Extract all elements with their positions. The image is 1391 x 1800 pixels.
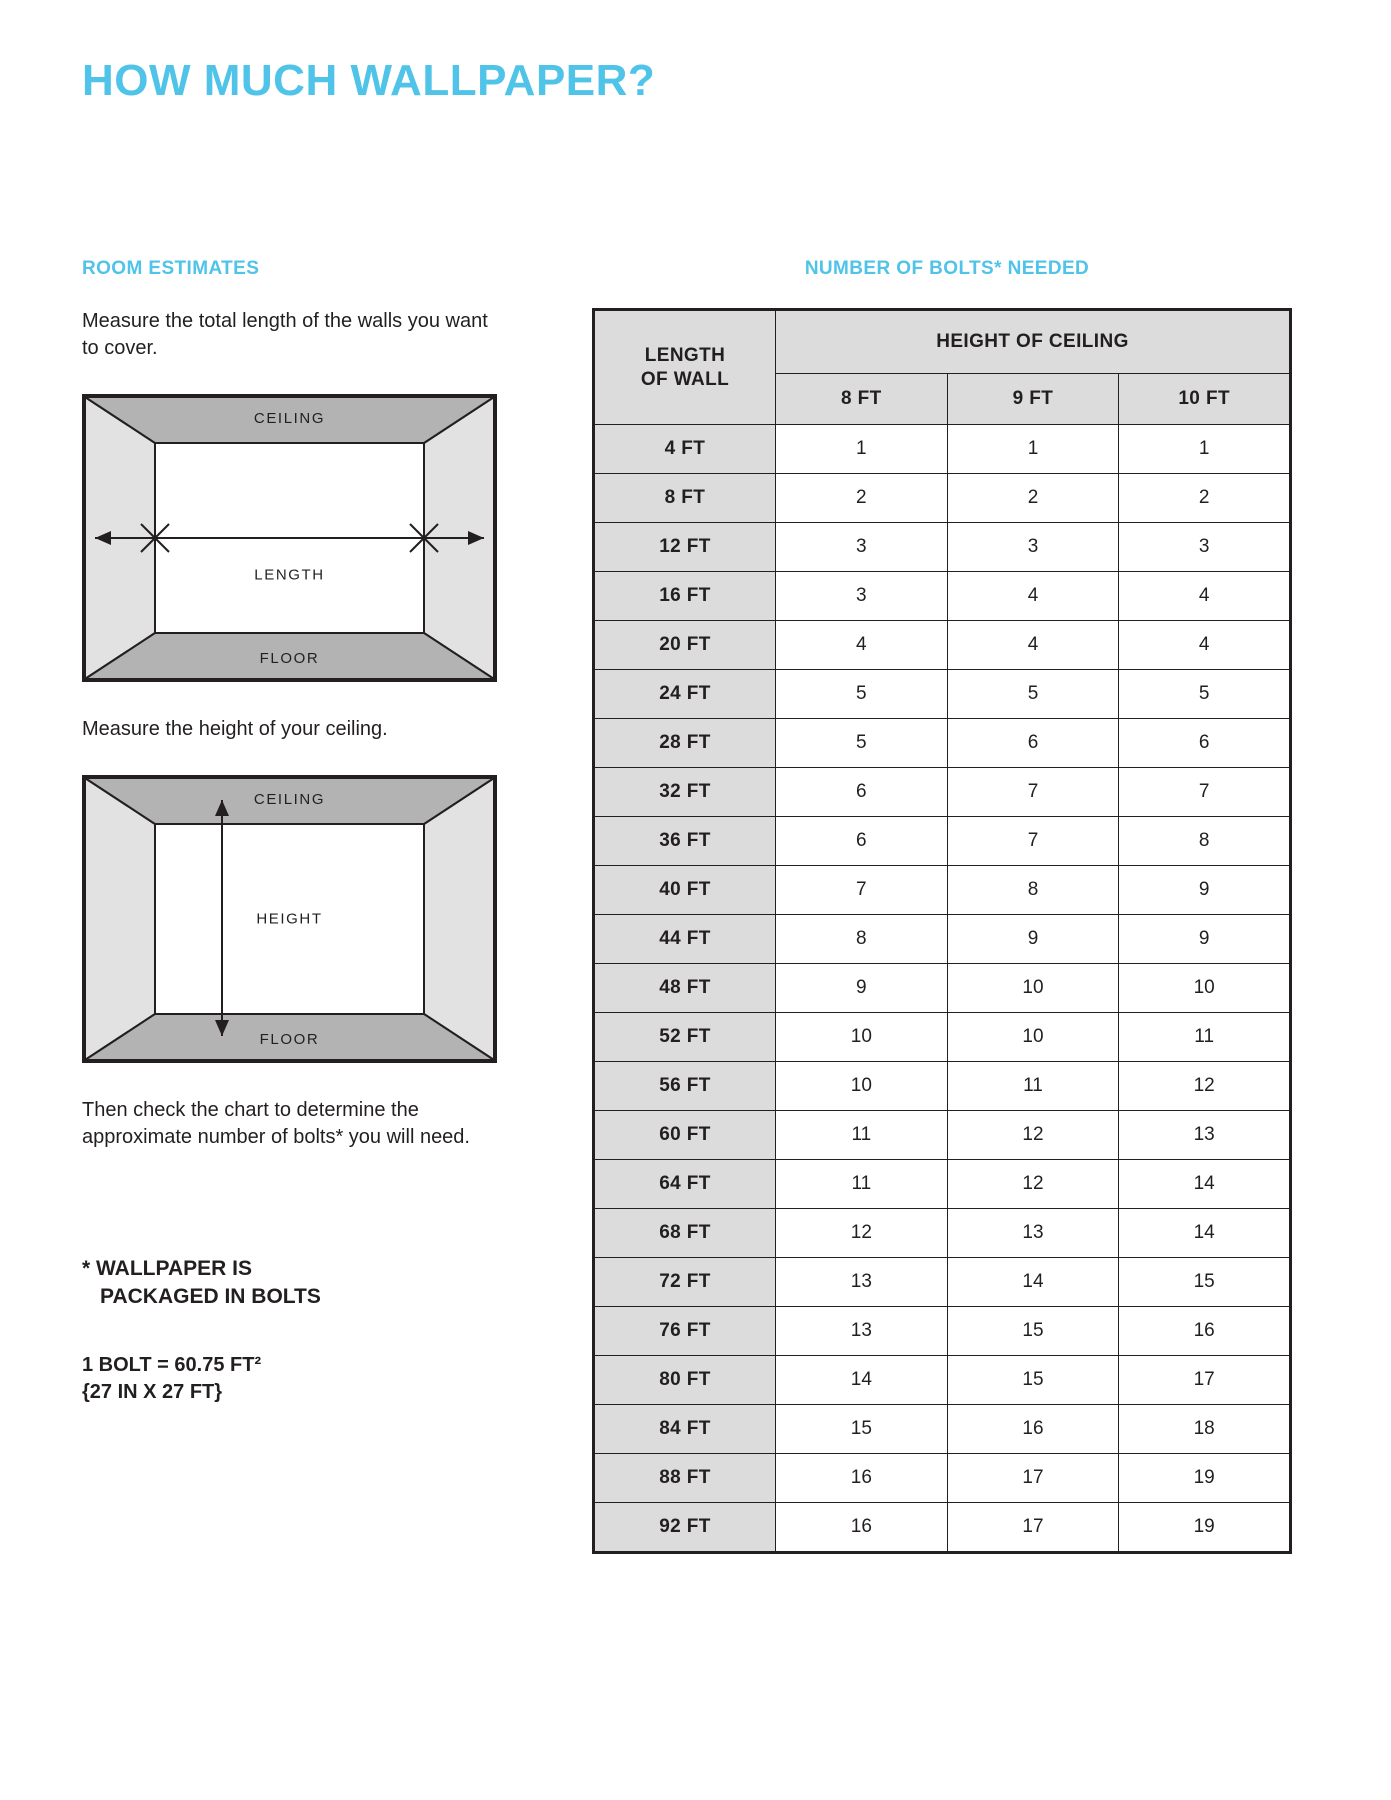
- bolt-size-line-1: 1 BOLT = 60.75 FT²: [82, 1353, 262, 1376]
- cell-9ft: 13: [947, 1209, 1119, 1258]
- row-label: 60 FT: [594, 1111, 776, 1160]
- cell-9ft: 3: [947, 523, 1119, 572]
- cell-10ft: 19: [1119, 1503, 1291, 1553]
- spacer: [82, 1151, 502, 1185]
- cell-10ft: 7: [1119, 768, 1291, 817]
- cell-9ft: 15: [947, 1307, 1119, 1356]
- cell-10ft: 8: [1119, 817, 1291, 866]
- cell-8ft: 3: [776, 572, 948, 621]
- cell-10ft: 10: [1119, 964, 1291, 1013]
- cell-8ft: 6: [776, 817, 948, 866]
- row-label: 32 FT: [594, 768, 776, 817]
- cell-10ft: 11: [1119, 1013, 1291, 1062]
- cell-10ft: 16: [1119, 1307, 1291, 1356]
- cell-8ft: 5: [776, 670, 948, 719]
- row-label: 48 FT: [594, 964, 776, 1013]
- header-length-of-wall: [594, 310, 776, 425]
- cell-10ft: 9: [1119, 866, 1291, 915]
- room-perspective-svg-length: [85, 397, 494, 679]
- row-label: 80 FT: [594, 1356, 776, 1405]
- cell-9ft: 7: [947, 817, 1119, 866]
- header-col-10ft: 10 FT: [1119, 374, 1291, 425]
- diagram-length-ceiling-label: CEILING: [253, 410, 326, 427]
- cell-8ft: 3: [776, 523, 948, 572]
- footnote-line-1: * WALLPAPER IS: [82, 1257, 252, 1280]
- table-row: [594, 1062, 1291, 1111]
- row-label: 84 FT: [594, 1405, 776, 1454]
- table-row: [594, 572, 1291, 621]
- cell-9ft: 5: [947, 670, 1119, 719]
- diagram-length-floor-label: FLOOR: [259, 650, 320, 667]
- cell-10ft: 15: [1119, 1258, 1291, 1307]
- table-head: [594, 310, 1291, 425]
- cell-9ft: 14: [947, 1258, 1119, 1307]
- cell-9ft: 6: [947, 719, 1119, 768]
- cell-10ft: 6: [1119, 719, 1291, 768]
- cell-8ft: 1: [776, 425, 948, 474]
- table-row: [594, 425, 1291, 474]
- cell-10ft: 9: [1119, 915, 1291, 964]
- row-label: 16 FT: [594, 572, 776, 621]
- cell-8ft: 6: [776, 768, 948, 817]
- row-label: 88 FT: [594, 1454, 776, 1503]
- header-col-9ft: 9 FT: [947, 374, 1119, 425]
- cell-8ft: 2: [776, 474, 948, 523]
- room-estimates-column: [82, 258, 502, 1406]
- diagram-height-center-label: HEIGHT: [256, 910, 323, 928]
- row-label: 76 FT: [594, 1307, 776, 1356]
- cell-9ft: 17: [947, 1454, 1119, 1503]
- table-row: [594, 1111, 1291, 1160]
- cell-8ft: 11: [776, 1160, 948, 1209]
- cell-10ft: 17: [1119, 1356, 1291, 1405]
- cell-8ft: 12: [776, 1209, 948, 1258]
- row-label: 64 FT: [594, 1160, 776, 1209]
- table-row: [594, 1258, 1291, 1307]
- step-2-instruction: Measure the height of your ceiling.: [82, 718, 388, 740]
- table-row: [594, 817, 1291, 866]
- cell-8ft: 8: [776, 915, 948, 964]
- step-3-instruction: Then check the chart to determine the approximate number of bolts* you will need.: [82, 1099, 470, 1148]
- cell-9ft: 8: [947, 866, 1119, 915]
- row-label: 72 FT: [594, 1258, 776, 1307]
- table-title: NUMBER OF BOLTS* NEEDED: [804, 258, 1090, 279]
- cell-8ft: 13: [776, 1307, 948, 1356]
- table-row: [594, 768, 1291, 817]
- row-label: 28 FT: [594, 719, 776, 768]
- cell-9ft: 17: [947, 1503, 1119, 1553]
- diagram-height-ceiling-label: CEILING: [253, 791, 326, 808]
- table-row: [594, 1307, 1291, 1356]
- row-label: 56 FT: [594, 1062, 776, 1111]
- cell-10ft: 13: [1119, 1111, 1291, 1160]
- table-row: [594, 523, 1291, 572]
- table-row: [594, 964, 1291, 1013]
- table-row: [594, 474, 1291, 523]
- cell-8ft: 9: [776, 964, 948, 1013]
- table-row: [594, 1356, 1291, 1405]
- room-diagram-height: [82, 775, 497, 1063]
- table-row: [594, 915, 1291, 964]
- header-length-of-wall-line1: LENGTH: [644, 344, 726, 366]
- table-row: [594, 1454, 1291, 1503]
- cell-10ft: 5: [1119, 670, 1291, 719]
- row-label: 4 FT: [594, 425, 776, 474]
- table-row: [594, 1013, 1291, 1062]
- cell-10ft: 4: [1119, 621, 1291, 670]
- header-height-of-ceiling: HEIGHT OF CEILING: [776, 310, 1291, 374]
- room-diagram-length: [82, 394, 497, 682]
- diagram-length-center-label: LENGTH: [254, 566, 325, 584]
- cell-10ft: 3: [1119, 523, 1291, 572]
- diagram-height-floor-label: FLOOR: [259, 1031, 320, 1048]
- table-row: [594, 1503, 1291, 1553]
- cell-10ft: 14: [1119, 1160, 1291, 1209]
- cell-9ft: 15: [947, 1356, 1119, 1405]
- cell-9ft: 7: [947, 768, 1119, 817]
- cell-10ft: 1: [1119, 425, 1291, 474]
- cell-9ft: 2: [947, 474, 1119, 523]
- footnote-line-2-text: PACKAGED IN BOLTS: [100, 1285, 321, 1309]
- cell-10ft: 4: [1119, 572, 1291, 621]
- table-body: [594, 425, 1291, 1553]
- table-row: [594, 1160, 1291, 1209]
- cell-8ft: 14: [776, 1356, 948, 1405]
- cell-10ft: 18: [1119, 1405, 1291, 1454]
- row-label: 52 FT: [594, 1013, 776, 1062]
- cell-8ft: 10: [776, 1062, 948, 1111]
- row-label: 44 FT: [594, 915, 776, 964]
- cell-10ft: 14: [1119, 1209, 1291, 1258]
- table-row: [594, 621, 1291, 670]
- header-length-of-wall-line2: OF WALL: [640, 368, 730, 390]
- cell-9ft: 4: [947, 572, 1119, 621]
- cell-10ft: 12: [1119, 1062, 1291, 1111]
- cell-9ft: 12: [947, 1160, 1119, 1209]
- row-label: 12 FT: [594, 523, 776, 572]
- cell-9ft: 12: [947, 1111, 1119, 1160]
- header-col-8ft: 8 FT: [776, 374, 948, 425]
- bolt-size-line-2: {27 IN X 27 FT}: [82, 1380, 223, 1403]
- cell-9ft: 11: [947, 1062, 1119, 1111]
- cell-10ft: 19: [1119, 1454, 1291, 1503]
- row-label: 36 FT: [594, 817, 776, 866]
- row-label: 24 FT: [594, 670, 776, 719]
- cell-9ft: 9: [947, 915, 1119, 964]
- row-label: 40 FT: [594, 866, 776, 915]
- table-row: [594, 670, 1291, 719]
- cell-8ft: 16: [776, 1503, 948, 1553]
- cell-8ft: 15: [776, 1405, 948, 1454]
- footnote-line-2: [82, 1283, 502, 1311]
- cell-9ft: 4: [947, 621, 1119, 670]
- cell-8ft: 10: [776, 1013, 948, 1062]
- cell-8ft: 11: [776, 1111, 948, 1160]
- cell-9ft: 10: [947, 964, 1119, 1013]
- row-label: 20 FT: [594, 621, 776, 670]
- step-1-instruction: Measure the total length of the walls you want to cover.: [82, 310, 488, 359]
- section-heading-room-estimates: ROOM ESTIMATES: [82, 258, 260, 279]
- cell-8ft: 4: [776, 621, 948, 670]
- bolts-table: [592, 308, 1292, 1554]
- table-row: [594, 1209, 1291, 1258]
- cell-8ft: 7: [776, 866, 948, 915]
- cell-9ft: 10: [947, 1013, 1119, 1062]
- page-title: HOW MUCH WALLPAPER?: [82, 56, 656, 105]
- row-label: 92 FT: [594, 1503, 776, 1553]
- cell-9ft: 1: [947, 425, 1119, 474]
- cell-9ft: 16: [947, 1405, 1119, 1454]
- cell-10ft: 2: [1119, 474, 1291, 523]
- table-header-row-group: [594, 310, 1291, 374]
- cell-8ft: 13: [776, 1258, 948, 1307]
- bolts-table-section: [592, 258, 1302, 1554]
- row-label: 68 FT: [594, 1209, 776, 1258]
- table-row: [594, 719, 1291, 768]
- row-label: 8 FT: [594, 474, 776, 523]
- cell-8ft: 16: [776, 1454, 948, 1503]
- cell-8ft: 5: [776, 719, 948, 768]
- table-row: [594, 1405, 1291, 1454]
- table-row: [594, 866, 1291, 915]
